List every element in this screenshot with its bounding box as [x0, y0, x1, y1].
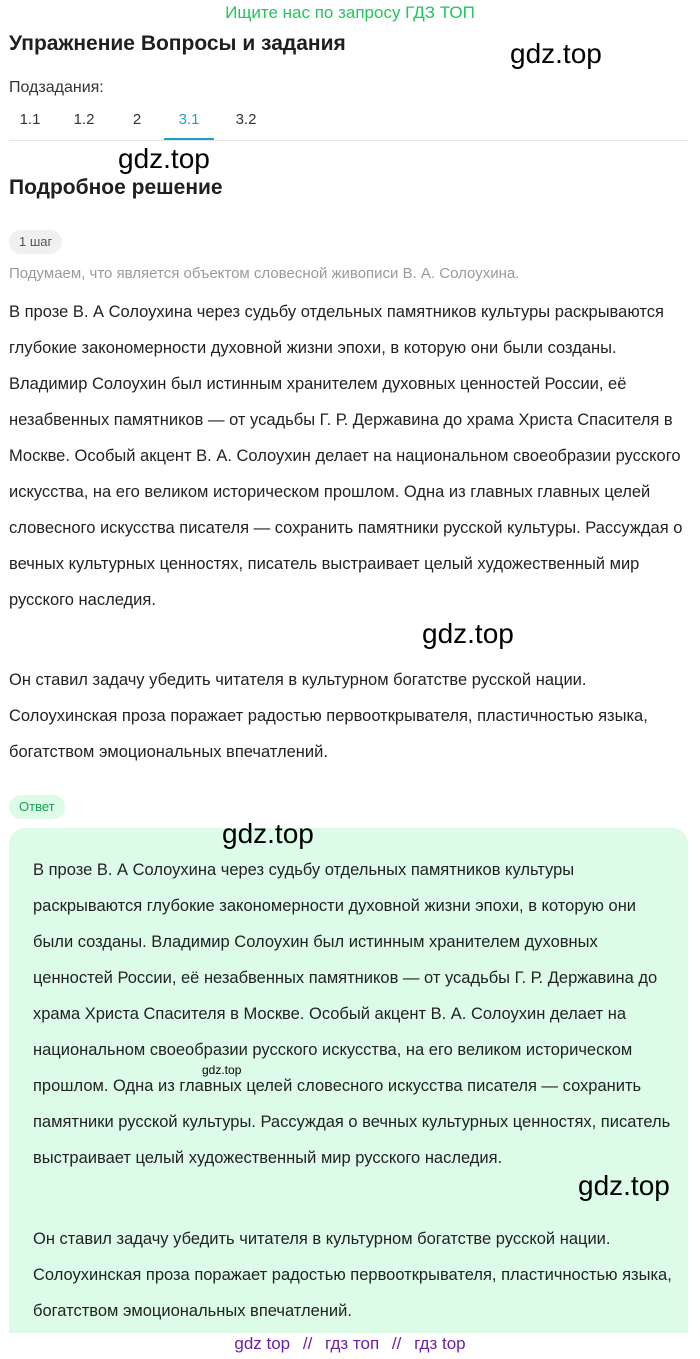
answer-badge: Ответ — [9, 795, 65, 819]
watermark-small: gdz.top — [202, 1063, 242, 1077]
tab-1-1[interactable]: 1.1 — [19, 111, 41, 128]
exercise-title: Упражнение Вопросы и задания — [9, 32, 346, 55]
watermark: gdz.top — [422, 618, 514, 649]
solution-title: Подробное решение — [9, 176, 223, 199]
answer-paragraph-2: Он ставил задачу убедить читателя в культурном богатстве русской нации. Солоухинская проза поражает радостью первооткрывателя, пластичностью языка, богатством эмоциональных впечатлений. — [33, 1230, 672, 1320]
tab-2[interactable]: 2 — [132, 111, 142, 128]
footer-links — [0, 1334, 700, 1354]
tab-3-1[interactable]: 3.1 — [164, 108, 214, 140]
solution-paragraph-2: Он ставил задачу убедить читателя в культурном богатстве русской нации. Солоухинская проза поражает радостью первооткрывателя, пластичностью языка, богатством эмоциональных впечатлений. — [9, 671, 648, 761]
watermark: gdz.top — [578, 1170, 670, 1201]
subtasks-label: Подзадания: — [9, 79, 104, 96]
answer-paragraph-1: В прозе В. А Солоухина через судьбу отдельных памятников культуры раскрываются глубокие закономерности духовной жизни эпохи, в которую они были созданы. Владимир Солоухин был истинным хранителем духовных ценностей России, её незабвенных памятников — от усадьбы Г. Р. Державина до храма Христа Спасителя в Москве. Особый акцент В. А. Солоухин делает на национальном своеобразии русского искусства, на его великом историческом прошлом. Одна из главных целей словесного искусства писателя — сохранить памятники русской культуры. Рассуждая о вечных культурных ценностях, писатель выстраивает целый художественный мир русского наследия. — [33, 861, 671, 1167]
footer-link[interactable]: гдз top — [414, 1334, 466, 1353]
tab-1-2[interactable]: 1.2 — [73, 111, 95, 128]
search-banner: Ищите нас по запросу ГДЗ ТОП — [225, 3, 475, 22]
tab-3-2[interactable]: 3.2 — [235, 111, 257, 128]
watermark: gdz.top — [510, 38, 602, 69]
footer-link[interactable]: gdz top — [234, 1334, 291, 1353]
step-badge: 1 шаг — [9, 230, 62, 254]
footer-separator: // — [302, 1334, 313, 1353]
footer-separator: // — [391, 1334, 402, 1353]
footer-link[interactable]: гдз топ — [325, 1334, 380, 1353]
solution-paragraph-1: В прозе В. А Солоухина через судьбу отдельных памятников культуры раскрываются глубокие закономерности духовной жизни эпохи, в которую они были созданы. Владимир Солоухин был истинным хранителем духовных ценностей России, её незабвенных памятников — от усадьбы Г. Р. Державина до храма Христа Спасителя в Москве. Особый акцент В. А. Солоухин делает на национальном своеобразии русского искусства, на его великом историческом прошлом. Одна из главных главных целей словесного искусства писателя — сохранить памятники русской культуры. Рассуждая о вечных культурных ценностях, писатель выстраивает целый художественный мир русского наследия. — [9, 303, 683, 609]
watermark: gdz.top — [118, 143, 210, 174]
divider — [9, 140, 688, 141]
subtask-tabs — [0, 108, 700, 140]
hint-text: Подумаем, что является объектом словесной живописи В. А. Солоухина. — [9, 265, 520, 282]
watermark: gdz.top — [222, 818, 314, 849]
